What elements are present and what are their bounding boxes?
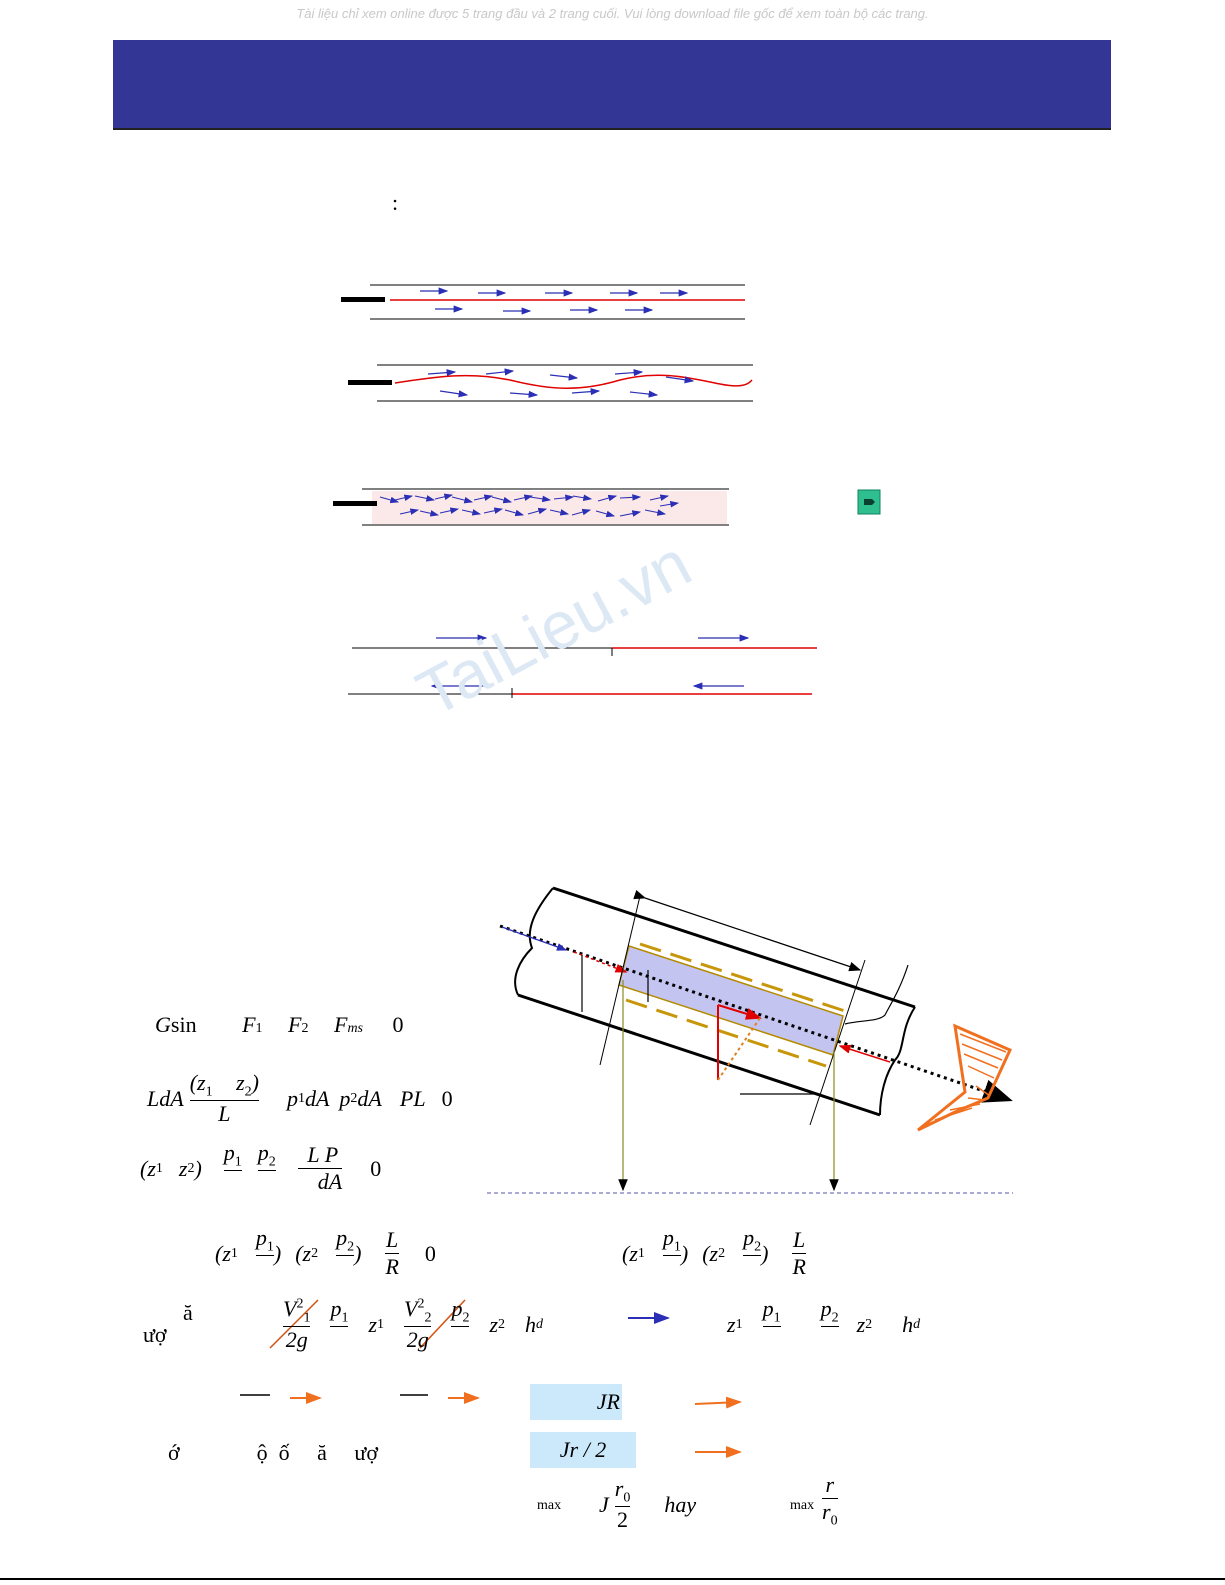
eq-force-balance: Gsin F1 F2 Fms 0 [155, 1012, 404, 1037]
shear-wall-box: JR [530, 1384, 622, 1420]
eq-head-loss-left: (z 1 $p_1$ ) (z 2 $p_2$ ) $\frac{L}{R}$ 0 [215, 1225, 436, 1280]
shear-radius-box: Jr / 2 [530, 1432, 636, 1468]
preview-notice: Tài liệu chỉ xem online được 5 trang đầu và 2 trang cuối. Vui lòng download file gốc để xem toàn bộ các trang. [296, 6, 929, 21]
watermark: TaiLieu.vn [405, 525, 703, 731]
text-fragment-2: ượ [143, 1322, 167, 1347]
eq-bernoulli-simplified: z 1 $p_1$ $p_2$ z 2 h d [727, 1296, 921, 1337]
eq-ratio: $\frac{r}{r_0}$ [822, 1472, 838, 1529]
eq-head-loss-right: (z 1 $p_1$ ) (z 2 $p_2$ ) $\frac{L}{R}$ [622, 1225, 806, 1280]
eq-bernoulli: $\frac{V^2_1}{2g}$ $p_1$ z 1 $\frac{V^2_2}{2g}$ $p_2$ z 2 h d [283, 1296, 544, 1353]
turbulent-flow-diagram [333, 489, 729, 525]
max-label-2: max [790, 1498, 815, 1513]
eq-tau-max: J $\frac{r_0}{2}$ hay [599, 1476, 697, 1533]
inclined-pipe-diagram [487, 888, 1013, 1193]
page-bottom-rule [0, 1578, 1225, 1580]
implies-arrow-4 [695, 1402, 740, 1404]
eq-divided: (z 1 z 2 ) $p_1$ $p_2$ $\frac{\text{L P}}{dA}$ 0 [140, 1140, 382, 1195]
transitional-flow-diagram [348, 365, 753, 401]
text-fragment-1: ă [183, 1300, 193, 1325]
eq-projection: LdA $\frac{(z_1 z_2)}{L}$ p 1 dA p 2 dA PL 0 [147, 1070, 453, 1127]
laminar-flow-diagram [341, 285, 745, 319]
max-label-1: max [537, 1498, 562, 1513]
text-fragment-3: ớ ộ ố ă ượ [168, 1440, 378, 1465]
section-colon: : [392, 190, 399, 215]
